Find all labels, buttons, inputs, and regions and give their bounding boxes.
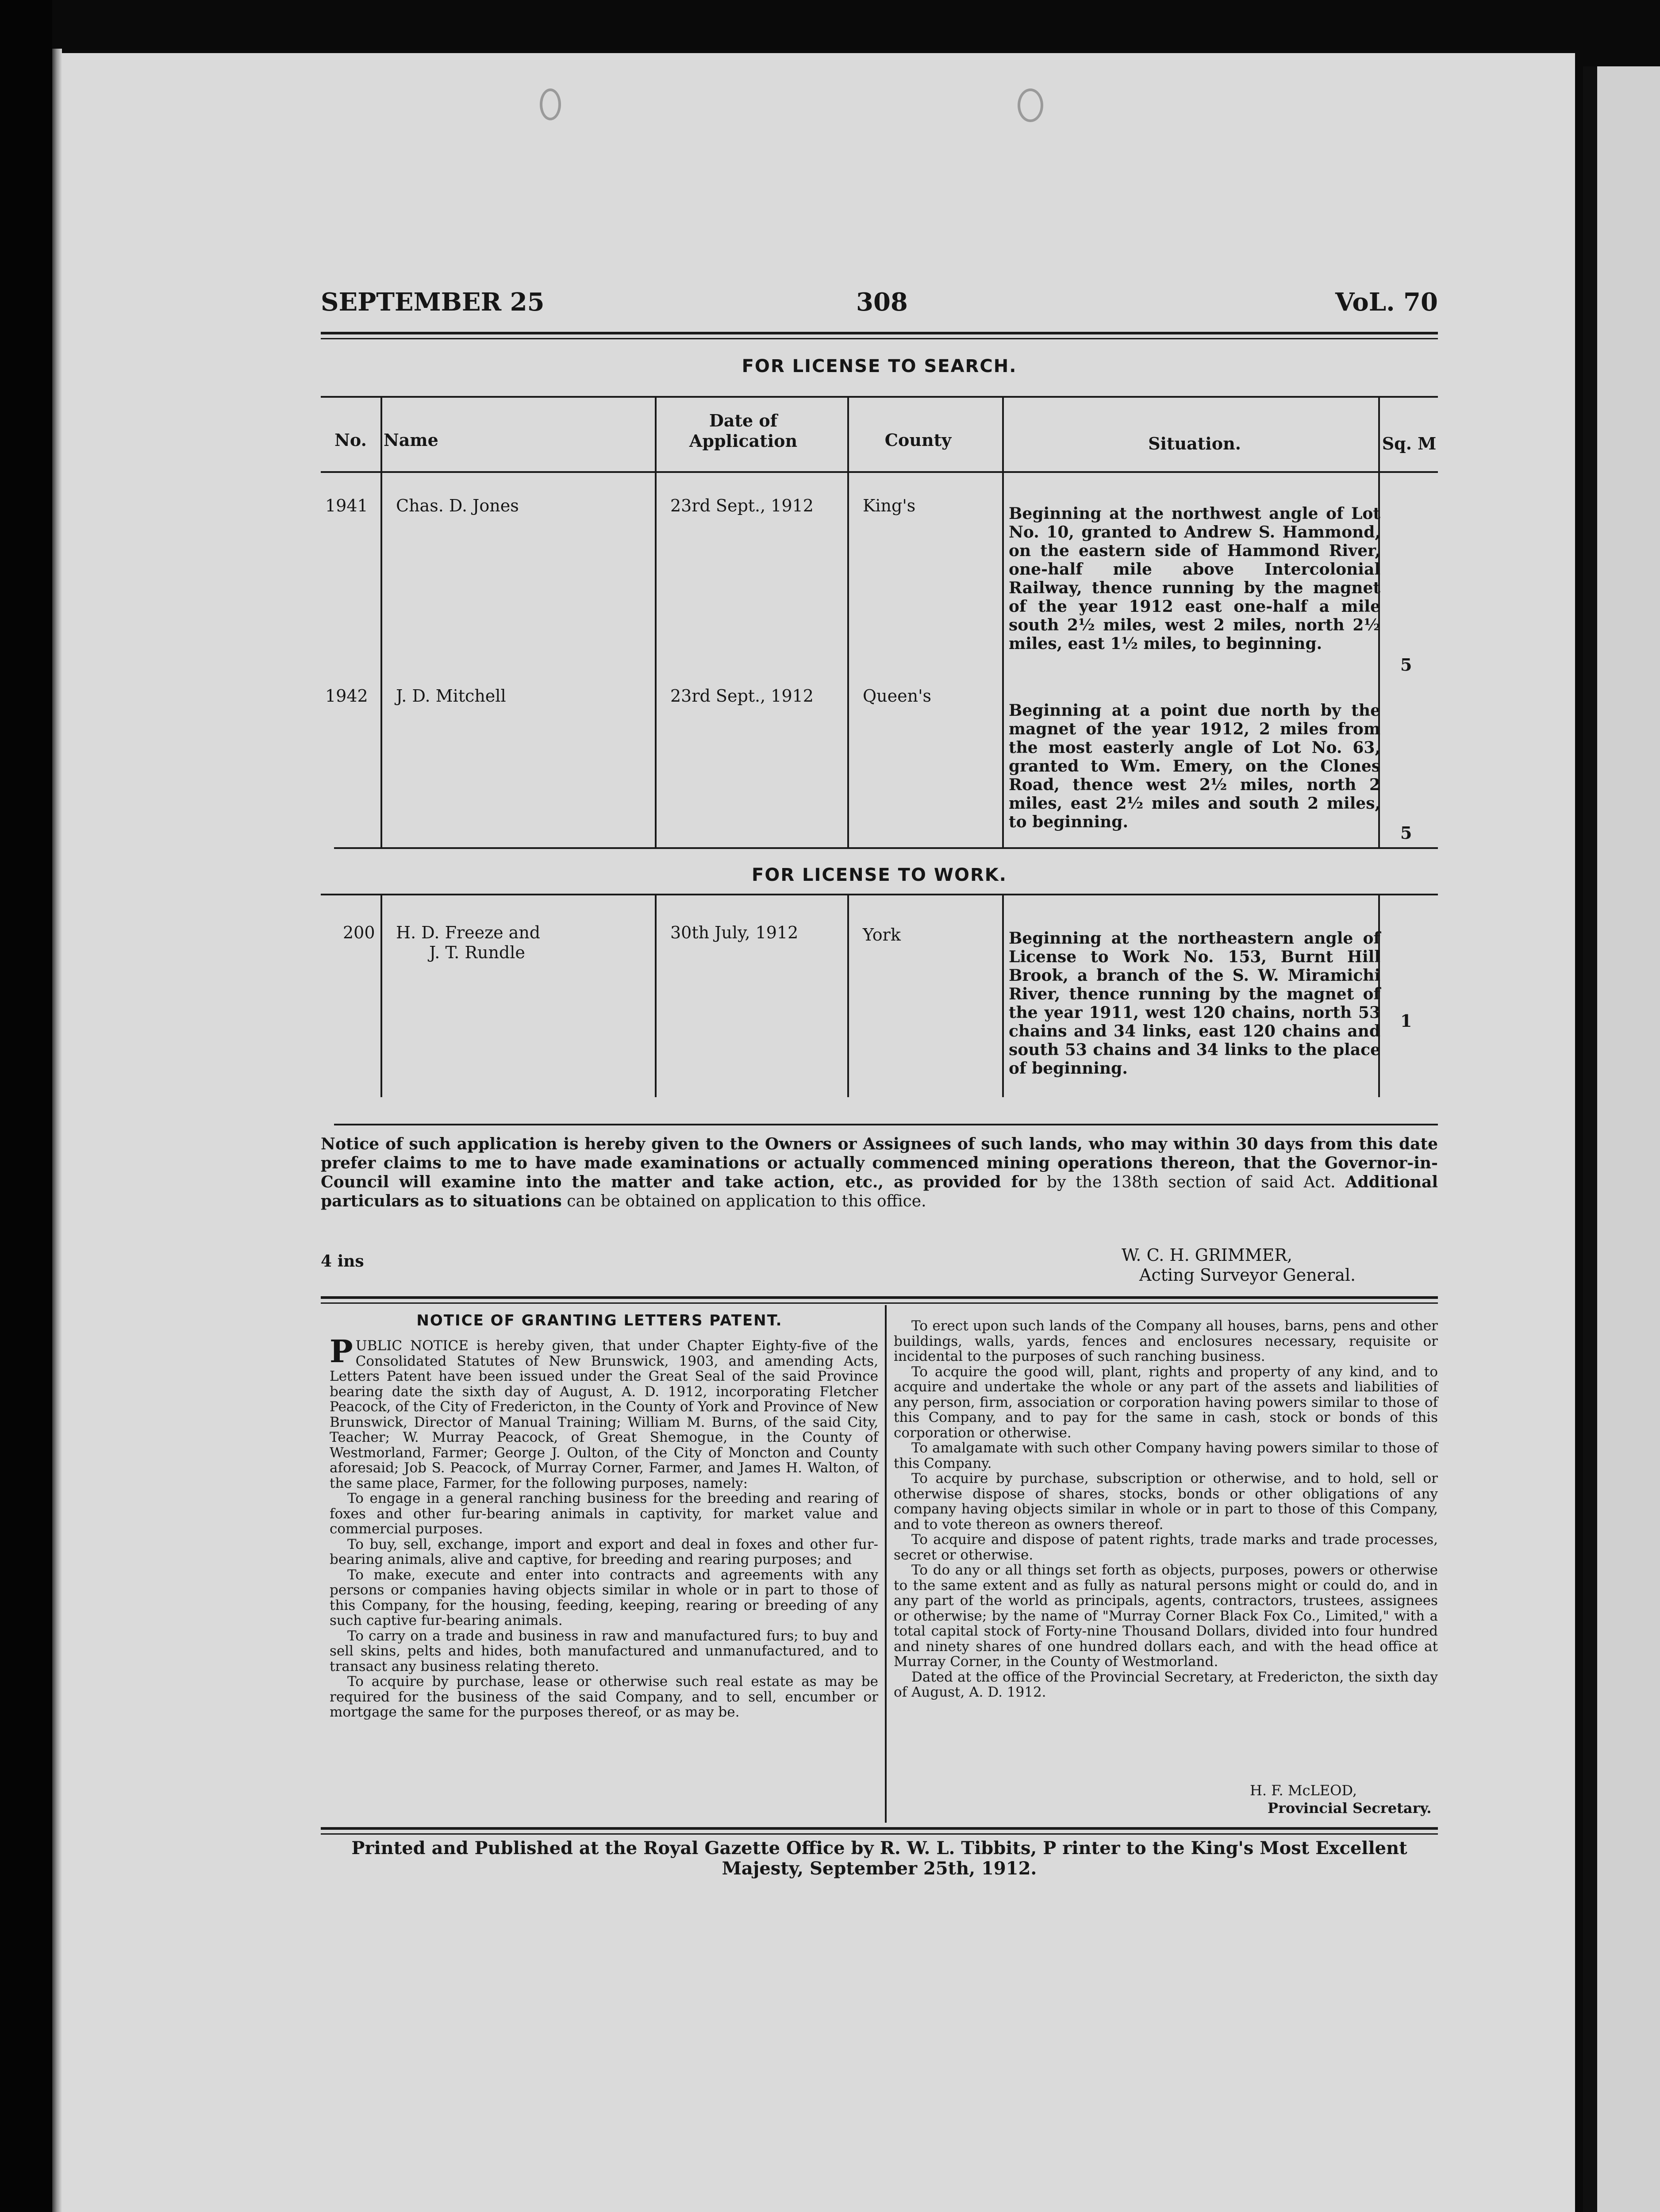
row-1942-county: Queen's: [863, 686, 932, 706]
page-number: 308: [856, 288, 908, 317]
row-200-sq-m: 1: [1400, 1011, 1412, 1031]
row-200-situation: Beginning at the northeastern angle of License to Work No. 153, Burnt Hill Brook, a branch of the S. W. Miramichi River, thence running by the magnet of the year 1911, west 120 chains, north 53 chains and 34 links, east 120 chains and south 53 chains and 34 links to the place of beginning.: [1009, 929, 1380, 1078]
row-1942-no: 1942: [325, 686, 368, 706]
column-header-situation: Situation.: [1148, 434, 1241, 453]
volume-number: VoL. 70: [1335, 288, 1438, 317]
dropcap-letter: P: [330, 1333, 353, 1370]
column-divider: [885, 1305, 887, 1823]
header-date: SEPTEMBER 25: [321, 288, 545, 317]
row-200-name-line1: H. D. Freeze and: [396, 923, 541, 942]
column-header-no: No.: [334, 430, 367, 450]
column-header-county: County: [884, 430, 952, 450]
ink-smudge: [540, 88, 561, 120]
paragraph: To acquire and dispose of patent rights, trade marks and trade processes, secret or otherwise.: [894, 1532, 1438, 1563]
intro-paragraph: PUBLIC NOTICE is hereby given, that under Chapter Eighty-five of the Consolidated Statutes of New Brunswick, 1903, and amending Acts, Letters Patent have been issued under the Great Seal of the said Province bearing date the sixth day of August, A. D. 1912, incorporating Fletcher Peacock, of the City of Fredericton, in the County of York and Province of New Brunswick, Director of Manual Training; William M. Burns, of the said City, Teacher; W. Murray Peacock, of Great Shemogue, in the County of Westmorland, Farmer; George J. Oulton, of the City of Moncton and County aforesaid; Job S. Peacock, of Murray Corner, Farmer, and James H. Walton, of the same place, Farmer, for the following purposes, namely:: [330, 1333, 878, 1491]
paragraph: To buy, sell, exchange, import and export and deal in foxes and other fur-bearing animals, alive and captive, for breeding and rearing purposes; and: [330, 1536, 878, 1567]
notice-bold-text-2: Additional particulars as to situations: [321, 1173, 1438, 1210]
running-header: [321, 288, 1438, 327]
work-table-top-rule: [321, 894, 1438, 895]
row-1942-sq-m: 5: [1400, 823, 1412, 843]
imprint-line-1: Printed and Published at the Royal Gazette Office by R. W. L. Tibbits, P rinter to the King's Most Excellent: [351, 1838, 1407, 1859]
secretary-title: Provincial Secretary.: [1268, 1800, 1432, 1816]
notice-bold-text: Notice of such application is hereby given to the Owners or Assignees of such lands, who may within 30 days from this date prefer claims to me to have made examinations or actually commenced mining operations thereon, that the Governor-in-Council will examine into the matter and take action, etc., as provided for: [321, 1135, 1438, 1191]
row-200-county: York: [863, 925, 901, 945]
paragraph: To do any or all things set forth as objects, purposes, powers or otherwise to the same extent and as fully as natural persons might or could do, and in any part of the world as principals, agents, contractors, trustees, assignees or otherwise; by the name of "Murray Corner Black Fox Co., Limited," with a total capital stock of Forty-nine Thousand Dollars, divided into four hundred and ninety shares of one hundred dollars each, and with the head office at Murray Corner, in the County of Westmorland.: [894, 1562, 1438, 1670]
adjacent-page-edge: [1583, 66, 1597, 2212]
row-200-no: 200: [343, 923, 375, 942]
printer-imprint: [321, 1838, 1438, 1879]
paragraph: To acquire the good will, plant, rights and property of any kind, and to acquire and undertake the whole or any part of the assets and liabilities of any person, firm, association or corporation having powers similar to those of this Company, and to pay for the same in cash, stock or bonds of this corporation or otherwise.: [894, 1363, 1438, 1441]
license-to-work-title: FOR LICENSE TO WORK.: [752, 865, 1007, 885]
notice-regular-text: by the 138th section of said Act.: [1037, 1173, 1345, 1191]
column-divider: [655, 894, 657, 1097]
column-divider: [1002, 396, 1004, 847]
row-1941-county: King's: [863, 496, 916, 515]
adjacent-page: [1597, 66, 1660, 2212]
license-to-search-title: FOR LICENSE TO SEARCH.: [742, 356, 1017, 376]
book-binding: [0, 0, 52, 2212]
column-header-date: Date of Application: [689, 411, 798, 451]
paragraph: Dated at the office of the Provincial Secretary, at Fredericton, the sixth day of August, A. D. 1912.: [894, 1669, 1438, 1700]
row-1942-situation: Beginning at a point due north by the magnet of the year 1912, 2 miles from the most easterly angle of Lot No. 63, granted to Wm. Emery, on the Clones Road, thence west 2½ miles, north 2 miles, east 2½ miles and south 2 miles, to beginning.: [1009, 701, 1380, 831]
row-200-name-line2: J. T. Rundle: [429, 943, 525, 962]
letters-patent-left-column: [330, 1333, 878, 1720]
header-rule: [321, 332, 1438, 334]
column-divider: [380, 396, 382, 847]
paragraph: To carry on a trade and business in raw and manufactured furs; to buy and sell skins, pelts and hides, both manufactured and unmanufactured, and to transact any business relating thereto.: [330, 1628, 878, 1674]
signer-title: Acting Surveyor General.: [1139, 1265, 1356, 1285]
notice-regular-text-2: can be obtained on application to this office.: [561, 1192, 926, 1210]
paragraph: To engage in a general ranching business for the breeding and rearing of foxes and other fur-bearing animals in captivity, for market value and commercial purposes.: [330, 1490, 878, 1537]
column-divider: [655, 396, 657, 847]
column-divider: [847, 396, 849, 847]
search-table-bottom-rule: [334, 847, 1438, 849]
secretary-name: H. F. McLEOD,: [1250, 1782, 1357, 1799]
column-header-rule: [321, 471, 1438, 473]
page-edge: [52, 49, 62, 2212]
column-header-sq-m: Sq. M: [1382, 434, 1437, 453]
row-1941-sq-m: 5: [1400, 655, 1412, 675]
letters-patent-right-column: [894, 1318, 1438, 1700]
paragraph: To erect upon such lands of the Company all houses, barns, pens and other buildings, walls, yards, fences and enclosures necessary, requisite or incidental to the purposes of such ranching business.: [894, 1318, 1438, 1364]
work-table-bottom-rule: [334, 1124, 1438, 1125]
paragraph: To amalgamate with such other Company having powers similar to those of this Company.: [894, 1440, 1438, 1471]
footer-rule: [321, 1827, 1438, 1830]
paragraph: To make, execute and enter into contracts and agreements with any persons or companies having objects similar in whole or in part to those of this Company, for the housing, feeding, keeping, rearing or breeding of any such captive fur-bearing animals.: [330, 1567, 878, 1628]
ink-smudge: [1018, 88, 1043, 122]
row-1942-date: 23rd Sept., 1912: [670, 686, 814, 706]
paragraph: To acquire by purchase, lease or otherwise such real estate as may be required for the business of the said Company, and to sell, encumber or mortgage the same for the purposes thereof, or as may be.: [330, 1674, 878, 1720]
table-top-rule: [321, 396, 1438, 398]
section-separator-rule: [321, 1296, 1438, 1299]
row-1942-name: J. D. Mitchell: [396, 686, 506, 706]
row-1941-name: Chas. D. Jones: [396, 496, 519, 515]
signer-name: W. C. H. GRIMMER,: [1122, 1245, 1292, 1265]
column-divider: [1002, 894, 1004, 1097]
row-1941-situation: Beginning at the northwest angle of Lot No. 10, granted to Andrew S. Hammond, on the eastern side of Hammond River, one-half mile above Intercolonial Railway, thence running by the magnet of the year 1912 east one-half a mile south 2½ miles, west 2 miles, north 2½ miles, east 1½ miles, to beginning.: [1009, 504, 1380, 653]
row-1941-date: 23rd Sept., 1912: [670, 496, 814, 515]
insertions-count: 4 ins: [321, 1252, 364, 1271]
column-divider: [380, 894, 382, 1097]
notice-to-owners: [321, 1135, 1438, 1211]
column-divider: [847, 894, 849, 1097]
paragraph: To acquire by purchase, subscription or otherwise, and to hold, sell or otherwise dispose of shares, stocks, bonds or other obligations of any company having objects similar in whole or in part to those of this Company, and to vote thereon as owners thereof.: [894, 1471, 1438, 1532]
column-header-name: Name: [384, 430, 438, 450]
imprint-line-2: Majesty, September 25th, 1912.: [722, 1858, 1037, 1879]
gazette-page: [62, 53, 1575, 2212]
letters-patent-title: NOTICE OF GRANTING LETTERS PATENT.: [416, 1312, 783, 1329]
row-1941-no: 1941: [325, 496, 368, 515]
row-200-date: 30th July, 1912: [670, 923, 799, 942]
